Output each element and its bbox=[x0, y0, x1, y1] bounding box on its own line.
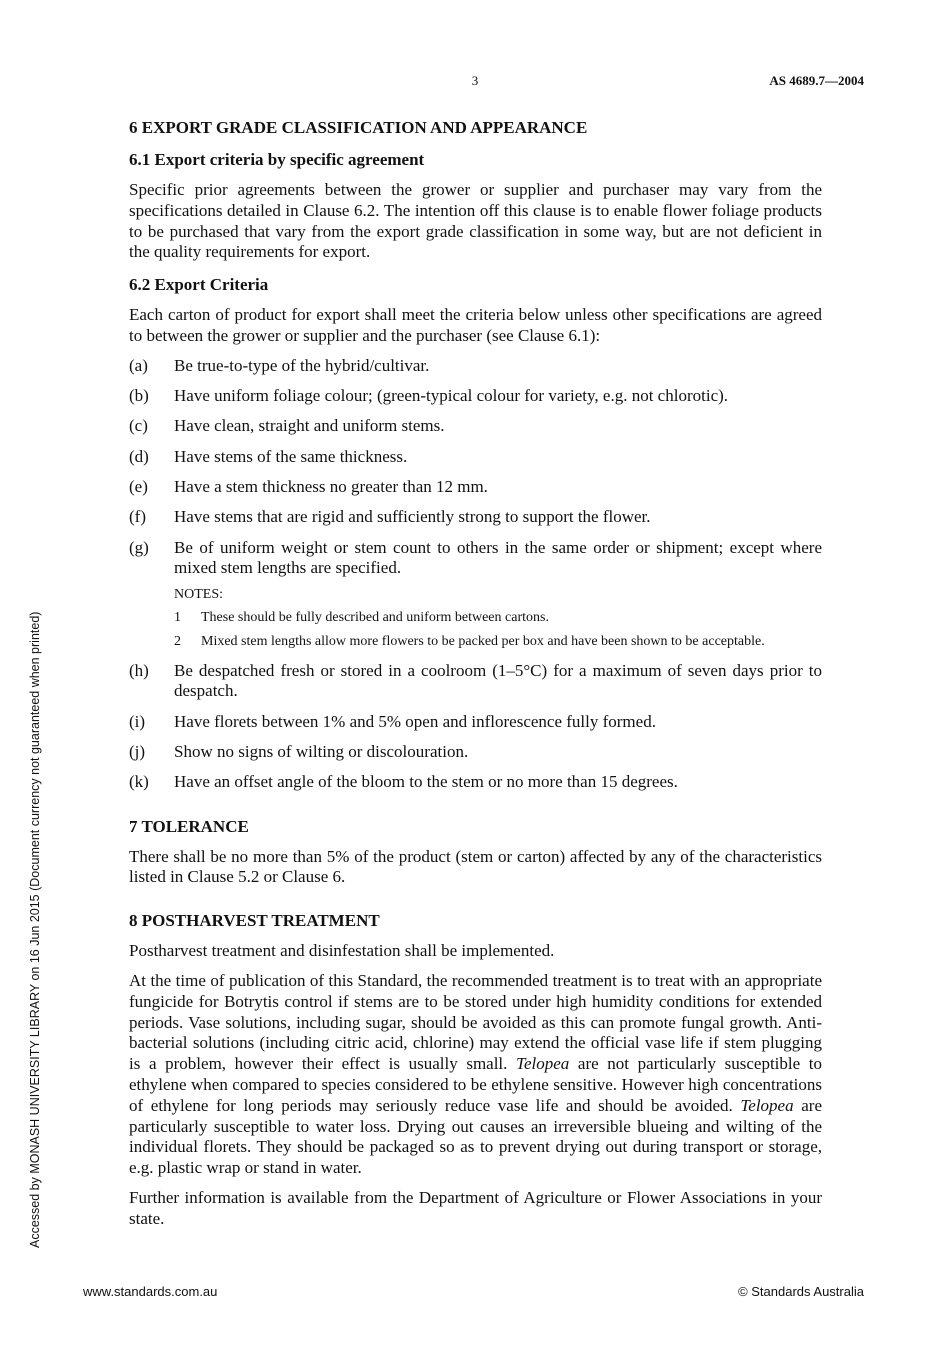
list-label: (j) bbox=[129, 742, 146, 762]
list-text: Have an offset angle of the bloom to the stem or no more than 15 degrees. bbox=[174, 772, 678, 792]
copyright-notice: © Standards Australia bbox=[738, 1284, 864, 1299]
list-label: (k) bbox=[129, 772, 149, 792]
section-6-2-heading: 6.2 Export Criteria bbox=[129, 275, 269, 295]
list-item bbox=[129, 507, 822, 528]
list-item bbox=[129, 772, 822, 793]
list-text: Be despatched fresh or stored in a coolroom (1–5°C) for a maximum of seven days prior to despatch. bbox=[174, 660, 822, 701]
section-8-heading: 8 POSTHARVEST TREATMENT bbox=[129, 911, 380, 931]
list-text: Have a stem thickness no greater than 12 mm. bbox=[174, 476, 488, 496]
section-8-para-2 bbox=[129, 971, 822, 1179]
para-2-part-b: are not particularly susceptible to ethylene when compared to species considered to be ethylene sensitive. However high concentrations of ethylene for long periods may seriously reduce vase life and should be avoided. bbox=[129, 1054, 823, 1115]
list-text: Have stems that are rigid and sufficiently strong to support the flower. bbox=[174, 507, 651, 527]
notes-block bbox=[174, 585, 822, 651]
section-6-1-heading: 6.1 Export criteria by specific agreement bbox=[129, 150, 425, 169]
list-label: (a) bbox=[129, 355, 148, 375]
section-6-1-text: Specific prior agreements between the grower or supplier and purchaser may vary from the specifications detailed in Clause 6.2. The intention off this clause is to enable flower foliage products to be purchased that vary from the export grade classification in some way, but are not deficient in the quality requirements for export. bbox=[129, 180, 822, 262]
list-item bbox=[129, 712, 822, 733]
list-label: (i) bbox=[129, 711, 146, 731]
list-label: (g) bbox=[129, 537, 149, 557]
list-item bbox=[129, 661, 822, 703]
note-text: These should be fully described and uniform between cartons. bbox=[201, 609, 549, 625]
note-number: 2 bbox=[174, 633, 181, 649]
list-item bbox=[129, 356, 822, 377]
note-text: Mixed stem lengths allow more flowers to be packed per box and have been shown to be acceptable. bbox=[201, 633, 765, 649]
list-item bbox=[129, 447, 822, 468]
section-7-text: There shall be no more than 5% of the product (stem or carton) affected by any of the characteristics listed in Clause 5.2 or Clause 6. bbox=[129, 846, 822, 887]
list-text: Be true-to-type of the hybrid/cultivar. bbox=[174, 355, 430, 375]
note-item bbox=[174, 608, 822, 627]
section-7-heading: 7 TOLERANCE bbox=[129, 816, 249, 836]
list-item bbox=[129, 416, 822, 437]
page-number: 3 bbox=[471, 73, 479, 88]
list-text: Show no signs of wilting or discolouration. bbox=[174, 742, 469, 762]
notes-heading: NOTES: bbox=[174, 586, 223, 602]
standards-website-link[interactable]: www.standards.com.au bbox=[83, 1284, 218, 1299]
section-6-heading: 6 EXPORT GRADE CLASSIFICATION AND APPEARANCE bbox=[129, 118, 588, 137]
list-label: (b) bbox=[129, 386, 149, 406]
list-item bbox=[129, 477, 822, 498]
note-number: 1 bbox=[174, 609, 181, 625]
list-text: Be of uniform weight or stem count to others in the same order or shipment; except where mixed stem lengths are specified. bbox=[174, 537, 822, 578]
list-label: (c) bbox=[129, 416, 148, 436]
section-8-para-1: Postharvest treatment and disinfestation shall be implemented. bbox=[129, 941, 555, 961]
document-body bbox=[129, 118, 822, 1239]
telopea-term: Telopea bbox=[740, 1095, 794, 1115]
list-label: (f) bbox=[129, 507, 146, 527]
list-item bbox=[129, 742, 822, 763]
list-text: Have clean, straight and uniform stems. bbox=[174, 416, 445, 436]
list-item bbox=[129, 538, 822, 580]
access-watermark: Accessed by MONASH UNIVERSITY LIBRARY on 16 Jun 2015 (Document currency not guaranteed when printed) bbox=[28, 611, 42, 1248]
list-text: Have stems of the same thickness. bbox=[174, 446, 408, 466]
list-text: Have florets between 1% and 5% open and inflorescence fully formed. bbox=[174, 711, 656, 731]
list-text: Have uniform foliage colour; (green-typical colour for variety, e.g. not chlorotic). bbox=[174, 386, 729, 406]
list-label: (d) bbox=[129, 446, 149, 466]
standard-identifier: AS 4689.7—2004 bbox=[769, 73, 864, 88]
section-8-para-3: Further information is available from the Department of Agriculture or Flower Associations in your state. bbox=[129, 1188, 822, 1228]
list-label: (e) bbox=[129, 476, 148, 496]
list-label: (h) bbox=[129, 660, 149, 680]
list-item bbox=[129, 386, 822, 407]
para-2-part-c: are particularly susceptible to water loss. Drying out causes an irreversible blueing and wilting of the individual florets. They should be packaged so as to prevent drying out during transport or storage, e.g. plastic wrap or stand in water. bbox=[129, 1095, 822, 1178]
section-6-2-intro: Each carton of product for export shall meet the criteria below unless other specifications are agreed to between the grower or supplier and the purchaser (see Clause 6.1): bbox=[129, 305, 822, 345]
para-2-part-a: At the time of publication of this Standard, the recommended treatment is to treat with an appropriate fungicide for Botrytis control if stems are to be stored under high humidity conditions for extended periods. Vase solutions, including sugar, should be avoided as this can promote fungal growth. Anti-bacterial solutions (including citric acid, chlorine) may extend the official vase life if stem plugging is a problem, however their effect is usually small. bbox=[129, 971, 822, 1074]
note-item bbox=[174, 632, 822, 651]
telopea-term: Telopea bbox=[516, 1054, 570, 1074]
